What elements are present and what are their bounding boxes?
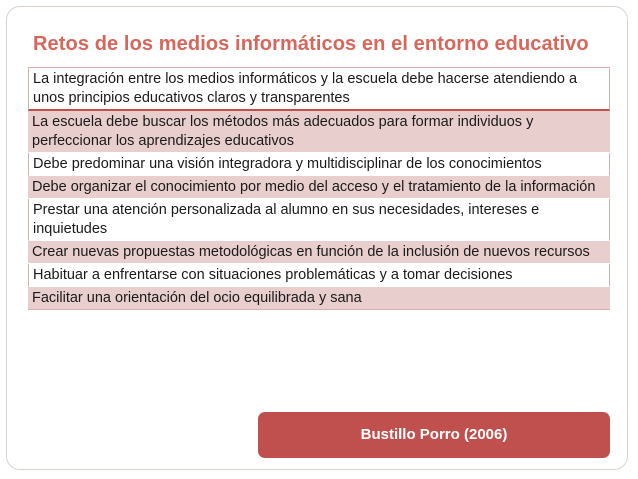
challenges-table xyxy=(28,67,610,310)
table-row: Debe predominar una visión integradora y multidisciplinar de los conocimientos xyxy=(28,153,610,176)
table-row: La escuela debe buscar los métodos más adecuados para formar individuos y perfeccionar los aprendizajes educativos xyxy=(28,111,610,153)
table-row: Prestar una atención personalizada al alumno en sus necesidades, intereses e inquietudes xyxy=(28,199,610,241)
table-row: Crear nuevas propuestas metodológicas en función de la inclusión de nuevos recursos xyxy=(28,241,610,264)
table-row: La integración entre los medios informáticos y la escuela debe hacerse atendiendo a unos principios educativos claros y transparentes xyxy=(28,67,610,111)
table-row: Habituar a enfrentarse con situaciones problemáticas y a tomar decisiones xyxy=(28,264,610,287)
table-row: Debe organizar el conocimiento por medio del acceso y el tratamiento de la información xyxy=(28,176,610,199)
table-row: Facilitar una orientación del ocio equilibrada y sana xyxy=(28,287,610,310)
slide-title: Retos de los medios informáticos en el entorno educativo xyxy=(33,33,589,55)
author-citation-box xyxy=(258,412,610,458)
author-citation: Bustillo Porro (2006) xyxy=(360,426,508,443)
